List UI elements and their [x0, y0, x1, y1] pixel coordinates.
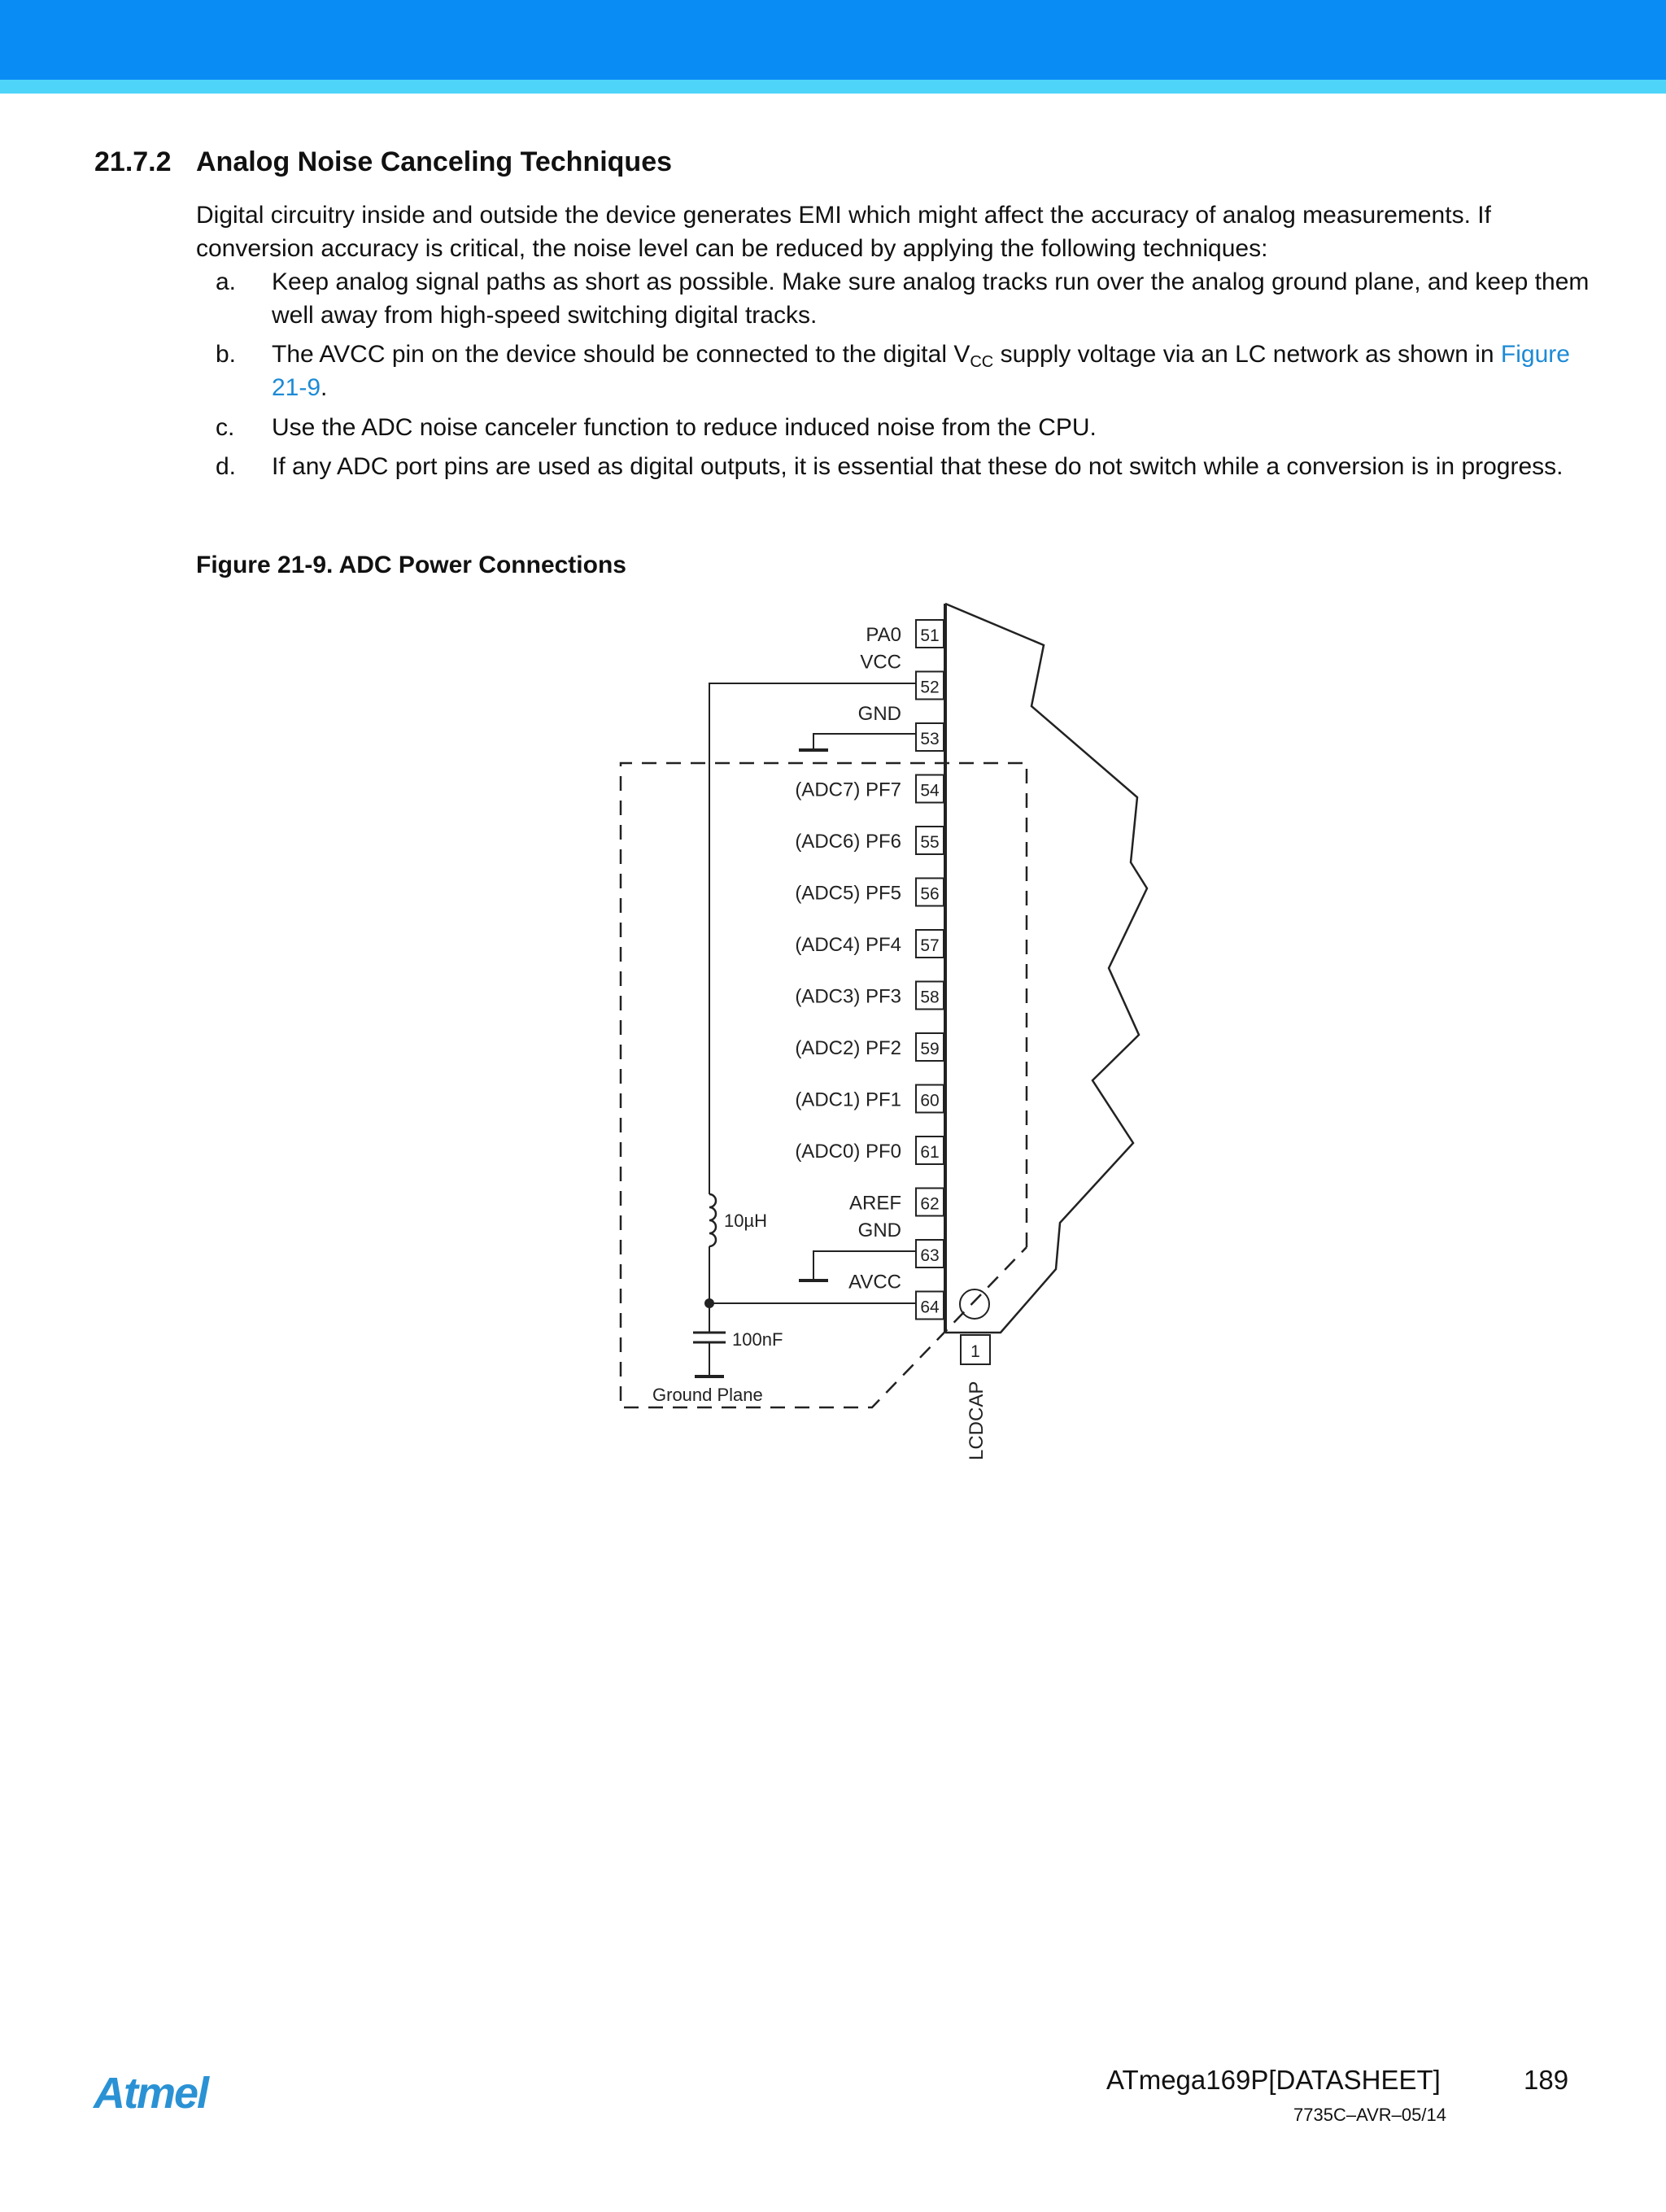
section-title: Analog Noise Canceling Techniques — [196, 146, 673, 177]
pin1-marker-icon — [960, 1289, 989, 1319]
pin-label: (ADC6) PF6 — [795, 831, 901, 853]
pin-number: 55 — [920, 833, 940, 852]
list-marker: d. — [216, 453, 237, 480]
list-marker: b. — [216, 341, 237, 368]
pin-number: 61 — [920, 1143, 940, 1162]
pin-number: 56 — [920, 884, 940, 904]
figure-link[interactable]: Figure 21-9 — [272, 341, 1570, 401]
section-number: 21.7.2 — [94, 146, 172, 177]
capacitor-label: 100nF — [732, 1329, 783, 1350]
pin-label: (ADC3) PF3 — [795, 985, 901, 1008]
pin-number: 57 — [920, 936, 940, 955]
list-text: Keep analog signal paths as short as possible. Make sure analog tracks run over the analog ground plane, and keep them well away from high-speed switching digital tracks. — [272, 268, 1590, 329]
figure-caption: Figure 21-9. ADC Power Connections — [196, 552, 626, 578]
list-text: Use the ADC noise canceler function to reduce induced noise from the CPU. — [272, 414, 1097, 441]
list-text-part: . — [321, 374, 328, 401]
footer-title: ATmega169P[DATASHEET] — [1106, 2065, 1441, 2095]
pin1-number: 1 — [970, 1342, 980, 1361]
inductor-label: 10µH — [724, 1211, 768, 1231]
pin-label: GND — [857, 703, 901, 725]
list-text-part: supply voltage via an LC network as shown in — [993, 341, 1501, 368]
chip-outline — [945, 604, 1147, 1333]
pin-label: PA0 — [866, 624, 901, 646]
pin-number: 64 — [920, 1298, 940, 1317]
pin-number: 60 — [920, 1091, 940, 1110]
pin-number: 58 — [920, 988, 940, 1007]
pin-label: VCC — [860, 651, 901, 674]
inductor-icon — [709, 1194, 716, 1246]
gnd53-wire — [813, 734, 915, 750]
pin-label: (ADC7) PF7 — [795, 779, 901, 801]
intro-paragraph: Digital circuitry inside and outside the device generates EMI which might affect the accuracy of analog measurements. If conversion accuracy is critical, the noise level can be reduced by applying the following techniques: — [196, 202, 1491, 262]
pin-number: 51 — [920, 626, 940, 645]
list-text-part: The AVCC pin on the device should be connected to the digital V — [272, 341, 970, 368]
list-marker: c. — [216, 414, 235, 441]
ground-plane-label: Ground Plane — [652, 1385, 763, 1405]
pin-label: (ADC2) PF2 — [795, 1037, 901, 1059]
pin-number: 54 — [920, 781, 940, 801]
ground-plane-outline — [621, 763, 1027, 1407]
footer-page-number: 189 — [1524, 2065, 1569, 2095]
footer-doc-id: 7735C–AVR–05/14 — [1293, 2105, 1446, 2125]
vcc-subscript: CC — [970, 353, 994, 371]
pin1-label: LCDCAP — [966, 1381, 988, 1460]
pin-number: 53 — [920, 730, 940, 748]
pin-label: AREF — [848, 1192, 901, 1215]
pin-label: (ADC5) PF5 — [795, 882, 901, 905]
pin-number: 52 — [920, 678, 940, 697]
pin-number: 63 — [920, 1246, 940, 1265]
pin-number: 59 — [920, 1040, 940, 1058]
list-marker: a. — [216, 268, 237, 295]
atmel-logo: Atmel — [94, 2069, 208, 2118]
pin-label: (ADC4) PF4 — [795, 934, 901, 956]
pin-label: AVCC — [848, 1271, 901, 1294]
pin-label: (ADC0) PF0 — [795, 1141, 901, 1163]
pin-label: (ADC1) PF1 — [795, 1089, 901, 1111]
pin-list — [795, 620, 944, 1320]
pin-number: 62 — [920, 1194, 940, 1214]
list-text: If any ADC port pins are used as digital outputs, it is essential that these do not switch while a conversion is in progress. — [272, 453, 1564, 480]
pin-label: GND — [857, 1219, 901, 1241]
